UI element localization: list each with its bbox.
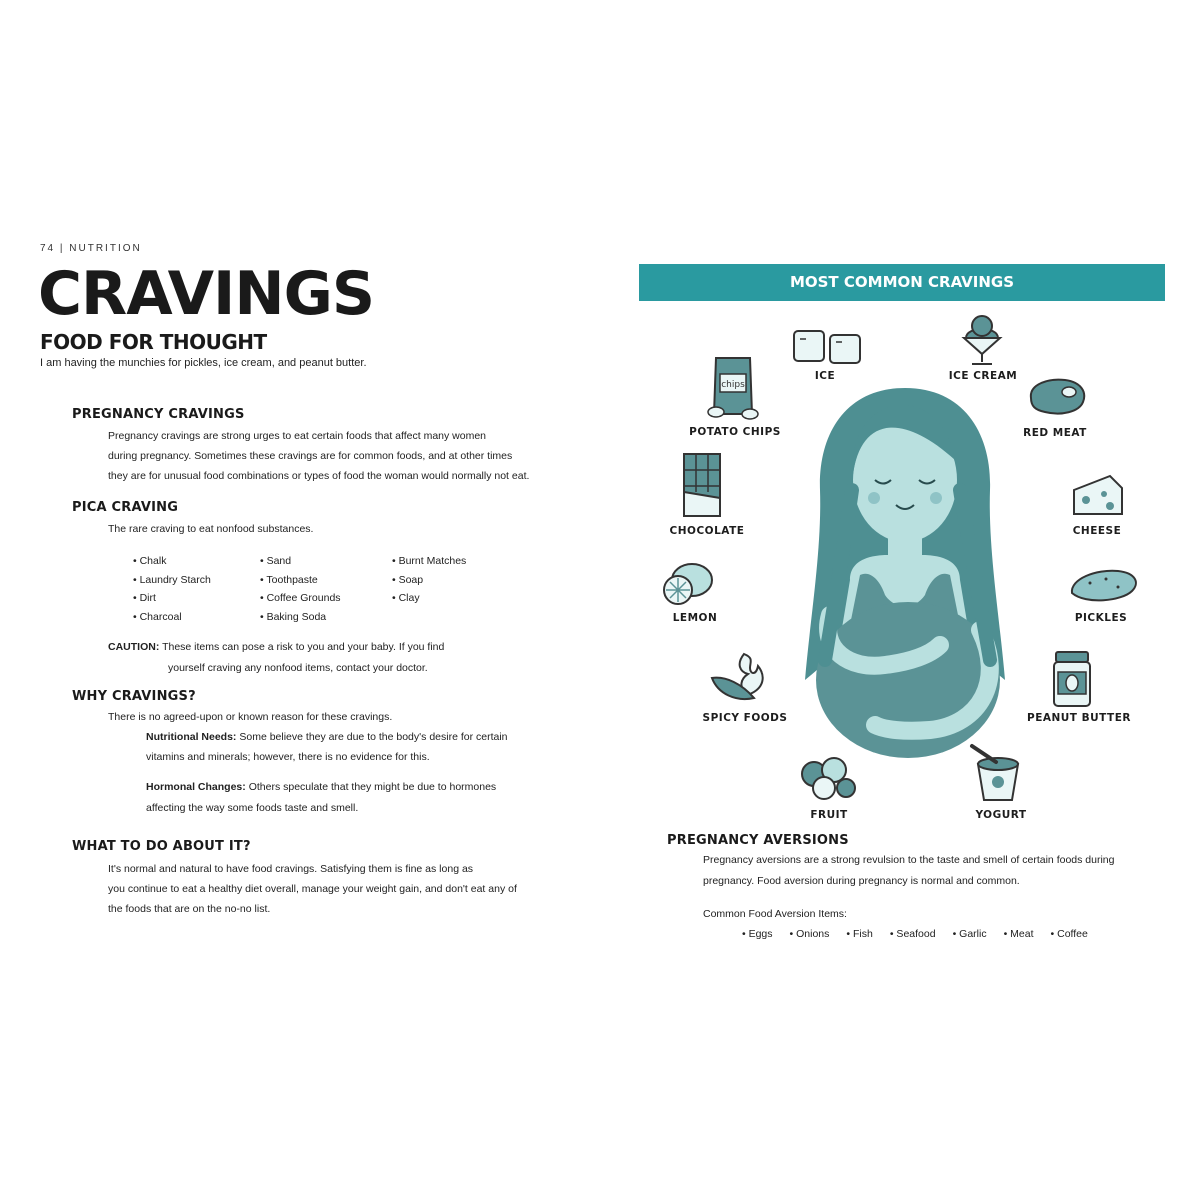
paragraph-line: they are for unusual food combinations or types of food the woman would normally not eat.: [108, 470, 530, 482]
page-subtitle: FOOD FOR THOUGHT: [40, 330, 267, 354]
aversion-items-list: [742, 928, 1088, 940]
chips-bag-text: chips: [721, 380, 745, 390]
heading-pica-craving: PICA CRAVING: [72, 500, 179, 515]
list-item: • Dirt: [133, 592, 156, 604]
nutritional-needs-line-1: [146, 731, 508, 743]
page-label: 74 | NUTRITION: [40, 243, 142, 254]
peanut-butter-icon: [1052, 650, 1092, 708]
label-yogurt: YOGURT: [975, 809, 1027, 821]
label-potato-chips: POTATO CHIPS: [689, 426, 781, 438]
label-lemon: LEMON: [672, 612, 718, 624]
label-spicy-foods: SPICY FOODS: [702, 712, 788, 724]
page-title: CRAVINGS: [38, 259, 375, 329]
list-item: • Sand: [260, 555, 292, 567]
aversions-text-line-1: Pregnancy aversions are a strong revulsion to the taste and smell of certain foods during: [703, 854, 1115, 866]
aversion-items-label: Common Food Aversion Items:: [703, 908, 847, 920]
label-ice: ICE: [814, 370, 836, 382]
hormonal-changes-label: Hormonal Changes:: [146, 781, 246, 793]
pregnant-woman-illustration: [790, 380, 1020, 780]
chocolate-icon: [680, 450, 724, 520]
label-peanut-butter: PEANUT BUTTER: [1027, 712, 1131, 724]
nutritional-needs-label: Nutritional Needs:: [146, 731, 237, 743]
red-meat-icon: [1025, 374, 1089, 418]
paragraph-line: Pregnancy cravings are strong urges to eat certain foods that affect many women: [108, 430, 487, 442]
hormonal-changes-line-1: [146, 781, 496, 793]
hormonal-changes-text: Others speculate that they might be due to hormones: [248, 781, 497, 793]
label-ice-cream: ICE CREAM: [948, 370, 1018, 382]
cheese-icon: [1070, 472, 1126, 518]
pickles-icon: [1066, 565, 1142, 605]
list-item: • Soap: [392, 573, 424, 586]
pregnancy-cravings-text: [108, 426, 548, 486]
heading-pregnancy-aversions: PREGNANCY AVERSIONS: [667, 833, 849, 848]
what-to-do-text: [108, 859, 568, 919]
pica-list-col1: [133, 552, 211, 626]
heading-what-to-do: WHAT TO DO ABOUT IT?: [72, 839, 251, 854]
nutritional-needs-line-2: vitamins and minerals; however, there is no evidence for this.: [146, 751, 430, 763]
paragraph-line: the foods that are on the no-no list.: [108, 903, 271, 915]
lemon-icon: [660, 558, 716, 608]
list-item: • Garlic: [952, 928, 987, 940]
list-item: • Clay: [392, 592, 420, 604]
pica-description: The rare craving to eat nonfood substances.: [108, 523, 314, 535]
paragraph-line: It's normal and natural to have food cravings. Satisfying them is fine as long as: [108, 863, 474, 875]
ice-icon: [792, 327, 868, 367]
heading-pregnancy-cravings: PREGNANCY CRAVINGS: [72, 407, 245, 422]
list-item: • Onions: [789, 928, 830, 940]
list-item: • Laundry Starch: [133, 573, 211, 586]
fruit-icon: [796, 752, 860, 802]
paragraph-line: during pregnancy. Sometimes these cravings are for common foods, and at other times: [108, 450, 513, 462]
pica-list-col2: [260, 552, 341, 626]
label-cheese: CHEESE: [1072, 525, 1122, 537]
list-item: • Eggs: [742, 928, 773, 940]
yogurt-icon: [966, 742, 1030, 804]
list-item: • Seafood: [889, 928, 936, 940]
caution-text: These items can pose a risk to you and your baby. If you find: [162, 641, 445, 653]
list-item: • Meat: [1003, 928, 1034, 940]
why-description: There is no agreed-upon or known reason for these cravings.: [108, 711, 393, 723]
list-item: • Burnt Matches: [392, 555, 467, 567]
nutritional-needs-text: Some believe they are due to the body's desire for certain: [239, 731, 508, 743]
heading-why-cravings: WHY CRAVINGS?: [72, 689, 196, 704]
list-item: • Toothpaste: [260, 573, 318, 586]
label-fruit: FRUIT: [810, 809, 848, 821]
caution-line-1: [108, 641, 444, 653]
caution-label: CAUTION:: [108, 641, 160, 653]
hormonal-changes-line-2: affecting the way some foods taste and smell.: [146, 802, 359, 814]
label-chocolate: CHOCOLATE: [669, 525, 745, 537]
list-item: • Chalk: [133, 555, 167, 567]
paragraph-line: you continue to eat a healthy diet overall, manage your weight gain, and don't eat any of: [108, 883, 517, 895]
intro-text: I am having the munchies for pickles, ice cream, and peanut butter.: [40, 357, 367, 369]
potato-chips-icon: [706, 354, 762, 420]
spicy-foods-icon: [706, 648, 782, 704]
list-item: • Charcoal: [133, 610, 182, 623]
list-item: • Baking Soda: [260, 610, 327, 623]
caution-line-2: yourself craving any nonfood items, contact your doctor.: [168, 662, 428, 674]
aversions-text-line-2: pregnancy. Food aversion during pregnancy is normal and common.: [703, 875, 1020, 887]
pica-list-col3: [392, 552, 466, 608]
cravings-banner: MOST COMMON CRAVINGS: [639, 264, 1165, 301]
list-item: • Coffee: [1050, 928, 1088, 940]
ice-cream-icon: [958, 312, 1006, 368]
label-red-meat: RED MEAT: [1023, 427, 1087, 439]
list-item: • Fish: [846, 928, 873, 940]
label-pickles: PICKLES: [1074, 612, 1128, 624]
list-item: • Coffee Grounds: [260, 592, 341, 604]
